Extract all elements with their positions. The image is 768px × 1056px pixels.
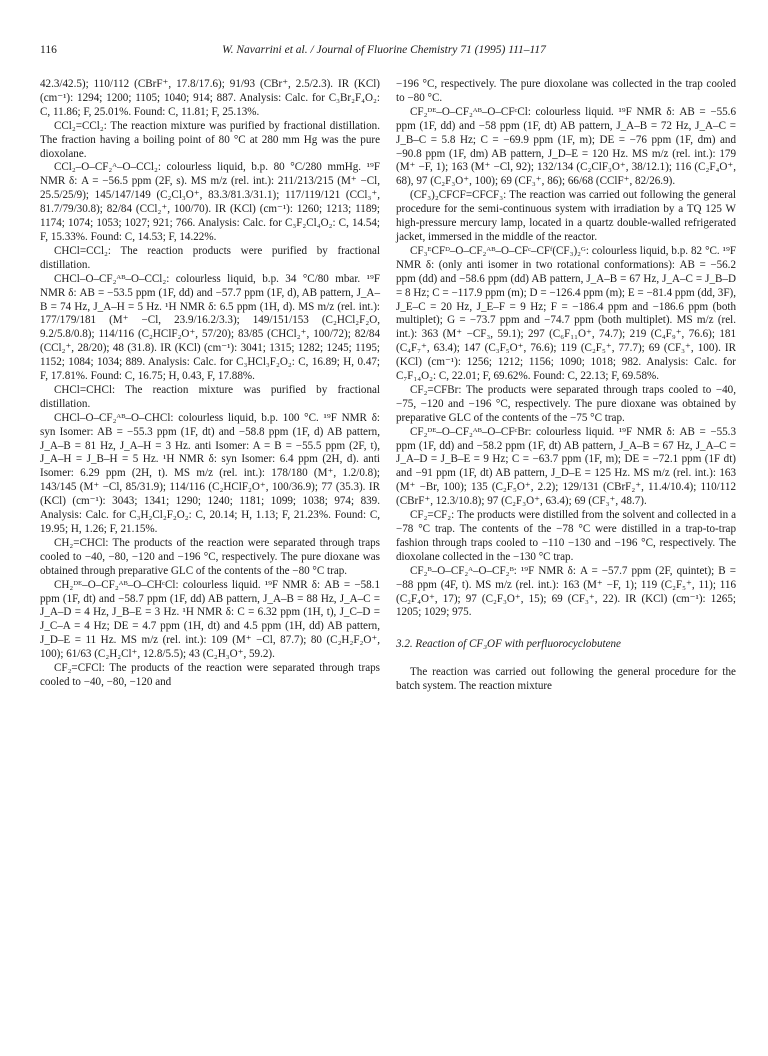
compound-entry: CH₂ᴰᴱ–O–CF₂ᴬᴮ–O–CHᶜCl: colourless liquid. ¹⁹F NMR δ: AB = −58.1 ppm (1F, dt) and −58.7 ppm (1F, dd) AB pattern, J_A–B = 88 Hz, J_A–C = J_A–D = 4 Hz, J_B–E = 3 Hz. ¹H NMR δ: C = 6.32 ppm (1H, t), J_C–D = J_C–A = 4 Hz; DE = 4.7 ppm (1H, dt) and 4.5 ppm (1H, dd) AB pattern, J_D–E = 11 Hz. MS m/z (rel. int.): 109 (M⁺ −Cl, 87.7); 80 (C₂H₂F₂O⁺, 100); 61/63 (C₂H₂Cl⁺, 12.8/5.5); 43 (C₂H₃O⁺, 59.2). (40, 578, 380, 661)
compound-entry: CF₂ᴰᴱ–O–CF₂ᴬᴮ–O–CFᶜCl: colourless liquid. ¹⁹F NMR δ: AB = −55.6 ppm (1F, dd) and −58 ppm (1F, dt) AB pattern, J_A–B = 72 Hz, J_A–C = J_B–C = 5.8 Hz; C = −69.9 ppm (1F, m); DE = −76 ppm (1F, dm) and −90.8 ppm (1F, dm) AB pattern, J_D–E = 120 Hz. MS m/z (rel. int.): 179 (M⁺ −F, 1); 163 (M⁺ −Cl, 92); 132/134 (C₂ClF₃O⁺, 38/12.1); 116 (C₂F₄O⁺, 68), 97 (C₂F₃O⁺, 100); 69 (CF₃⁺, 86); 66/68 (CClF⁺, 82/26.9). (396, 105, 736, 188)
paragraph: CHCl=CCl₂: The reaction products were purified by fractional distillation. (40, 244, 380, 271)
paragraph: 42.3/42.5); 110/112 (CBrF⁺, 17.8/17.6); 91/93 (CBr⁺, 2.5/2.3). IR (KCl) (cm⁻¹): 1294; 1200; 1105; 1040; 914; 887. Analysis: Calc. for C₃Br₂F₄O₂: C, 11.86; F, 25.01%. Found: C, 11.81; F, 25.13%. (40, 78, 380, 118)
paragraph: CHCl=CHCl: The reaction mixture was purified by fractional distillation. (40, 383, 380, 410)
compound-entry: CF₃ᴱCFᴰ–O–CF₂ᴬᴮ–O–CFᶜ–CFᶠ(CF₃)₂ᴳ: colourless liquid, b.p. 82 °C. ¹⁹F NMR δ: (only anti isomer in two rotational conformations): AB = −56.2 ppm (dd) and −58.6 ppm (dd) AB pattern, J_A–B = 67 Hz, J_A–C = J_B–D = 8 Hz; C = −117.9 ppm (m); D = −126.4 ppm (m); E = −81.4 ppm (dd, 3F), J_E–C = 20 Hz, J_E–F = 9 Hz; F = −186.4 ppm and −186.6 ppm (both multiplet); G = −73.7 ppm and −74.7 ppm (both multiplet). MS m/z (rel. int.): 363 (M⁺ −CF₃, 59.1); 297 (C₆F₁₁O⁺, 74.7); 219 (C₄F₉⁺, 76.6); 181 (C₄F₇⁺, 63.4); 147 (C₃F₅O⁺, 76.6); 119 (C₂F₅⁺, 77.7); 69 (CF₃⁺, 100). IR (KCl) (cm⁻¹): 1256; 1212; 1156; 1090; 1018; 982. Analysis: Calc. for C₇F₁₄O₂: C, 22.01; F, 69.62%. Found: C, 22.13; F, 69.58%. (396, 244, 736, 383)
paragraph: CF₂=CFCl: The products of the reaction were separated through traps cooled to −40, −80, −120 and (40, 662, 380, 688)
left-column (40, 78, 380, 690)
paragraph: The reaction was carried out following the general procedure for the batch system. The reaction mixture (396, 666, 736, 693)
paragraph: CCl₂=CCl₂: The reaction mixture was purified by fractional distillation. The fraction having a boiling point of 80 °C at 280 mm Hg was the pure dioxolane. (40, 119, 380, 160)
paragraph: −196 °C, respectively. The pure dioxolane was collected in the trap cooled to −80 °C. (396, 78, 736, 104)
compound-entry: CF₂ᴰᴱ–O–CF₂ᴬᴮ–O–CFᶜBr: colourless liquid. ¹⁹F NMR δ: AB = −55.3 ppm (1F, dd) and −58.2 ppm (1F, dt) AB pattern, J_A–B = 67 Hz, J_A–C = J_A–D = J_B–E = 9 Hz; C = −63.7 ppm (1F, m); DE = −72.1 ppm (1F dt) and −91 ppm (1F, dt) AB pattern, J_D–E = 125 Hz. MS m/z (rel. int.): 163 (M⁺ −Br, 100); 135 (C₂F₅O⁺, 2.2); 129/131 (CBrF₂⁺, 11.4/10.4); 110/112 (CBrF⁺, 12.3/10.8); 97 (C₂F₃O⁺, 63.4); 69 (CF₃⁺, 48.7). (396, 425, 736, 508)
section-heading: 3.2. Reaction of CF₃OF with perfluorocyclobutene (396, 638, 621, 651)
compound-entry: CHCl–O–CF₂ᴬᴮ–O–CCl₂: colourless liquid, b.p. 34 °C/80 mbar. ¹⁹F NMR δ: AB = −53.5 ppm (1F, dd) and −57.7 ppm (1F, d), AB pattern, J_A–B = 74 Hz, J_A–H = 5 Hz. ¹H NMR δ: 6.5 ppm (1H, d). MS m/z (rel. int.): 177/179/181 (M⁺ −Cl, 23.9/16.2/3.3); 149/151/153 (C₂HCl₂F₂O, 9.2/5.8/0.8); 114/116 (C₂HClF₂O⁺, 57/20); 83/85 (CHCl₂⁺, 100/72); 82/84 (CCl₂⁺, 28/20); 48 (31.8). IR (KCl) (cm⁻¹): 3041; 1315; 1282; 1245; 1195; 1152; 1084; 1034; 889. Analysis: Calc. for C₃HCl₃F₂O₂: C, 16.89; H, 0.47; F, 17.81%. Found: C, 16.75; H, 0.43, F, 17.88%. (40, 272, 380, 383)
compound-entry: CCl₂–O–CF₂ᴬ–O–CCl₂: colourless liquid, b.p. 80 °C/280 mmHg. ¹⁹F NMR δ: A = −56.5 ppm (2F, s). MS m/z (rel. int.): 211/213/215 (M⁺ −Cl, 25.5/25/9); 145/147/149 (C₂Cl₃O⁺, 83.3/81.3/31.1); 117/119/121 (CCl₃⁺, 81.7/79/30.8); 82/84 (CCl₂⁺, 100/70). IR (KCl) (cm⁻¹): 1260; 1213; 1189; 1174; 1074; 1053; 1027; 921; 766. Analysis: Calc. for C₃F₂Cl₄O₂: C, 14.54; F, 15.33%. Found: C, 14.53; F, 14.22%. (40, 161, 380, 243)
paragraph: CF₂=CFBr: The products were separated through traps cooled to −40, −75, −120 and −196 °C, respectively. The pure dioxane was obtained by preparative GLC of the contents of the −75 °C trap. (396, 383, 736, 424)
compound-entry: CF₂ᴮ–O–CF₂ᴬ–O–CF₂ᴮ: ¹⁹F NMR δ: A = −57.7 ppm (2F, quintet); B = −88 ppm (4F, t). MS m/z (rel. int.): 163 (M⁺ −F, 1); 119 (C₂F₅⁺, 11); 116 (C₂F₄O⁺, 17); 97 (C₂F₃O⁺, 15); 69 (CF₃⁺, 22). IR (KCl) (cm⁻¹): 1265; 1205; 1029; 975. (396, 564, 736, 619)
paragraph: CF₂=CF₂: The products were distilled from the solvent and collected in a −78 °C trap. The contents of the −78 °C were distilled in a trap-to-trap fashion through traps cooled to −110 −130 and −196 °C, respectively. The dioxolane collected in the −130 °C trap. (396, 509, 736, 563)
right-column (396, 78, 736, 694)
page-number: 116 (40, 44, 57, 56)
paragraph: (CF₃)₂CFCF=CFCF₃: The reaction was carried out following the general procedure for the semi-continuous system with irradiation by a TQ 125 W high-pressure mercury lamp, located in a quartz double-walled refrigerated jacket, immersed in the middle of the reactor. (396, 189, 736, 243)
running-title: W. Navarrini et al. / Journal of Fluorine Chemistry 71 (1995) 111–117 (222, 44, 546, 56)
compound-entry: CHCl–O–CF₂ᴬᴮ–O–CHCl: colourless liquid, b.p. 100 °C. ¹⁹F NMR δ: syn Isomer: AB = −55.3 ppm (1F, dt) and −58.8 ppm (1F, d) AB pattern, J_A–B = 81 Hz, J_A–H = 3 Hz. anti Isomer: A = B = −55.5 ppm (2F, t), J_A–H = J_B–H = 5 Hz. ¹H NMR δ: syn Isomer: 6.4 ppm (2H, d). anti Isomer: 6.29 ppm (2H, t). MS m/z (rel. int.): 178/180 (M⁺, 1.2/0.8); 143/145 (M⁺ −Cl, 85/31.9); 114/116 (C₂HClF₂O⁺, 100/36.9); 77 (35.3). IR (KCl) (cm⁻¹): 3043; 1341; 1290; 1240; 1181; 1099; 1038; 974; 839. Analysis: Calc. for C₃H₂Cl₂F₂O₂: C, 20.14; H, 1.13; F, 21.23%. Found: C, 19.95; H, 1.26; F, 21.15%. (40, 411, 380, 535)
paragraph: CH₂=CHCl: The products of the reaction were separated through traps cooled to −40, −80, −120 and −196 °C, respectively. The pure dioxane was obtained through preparative GLC of the contents of the −80 °C trap. (40, 536, 380, 577)
page-header (40, 44, 728, 62)
